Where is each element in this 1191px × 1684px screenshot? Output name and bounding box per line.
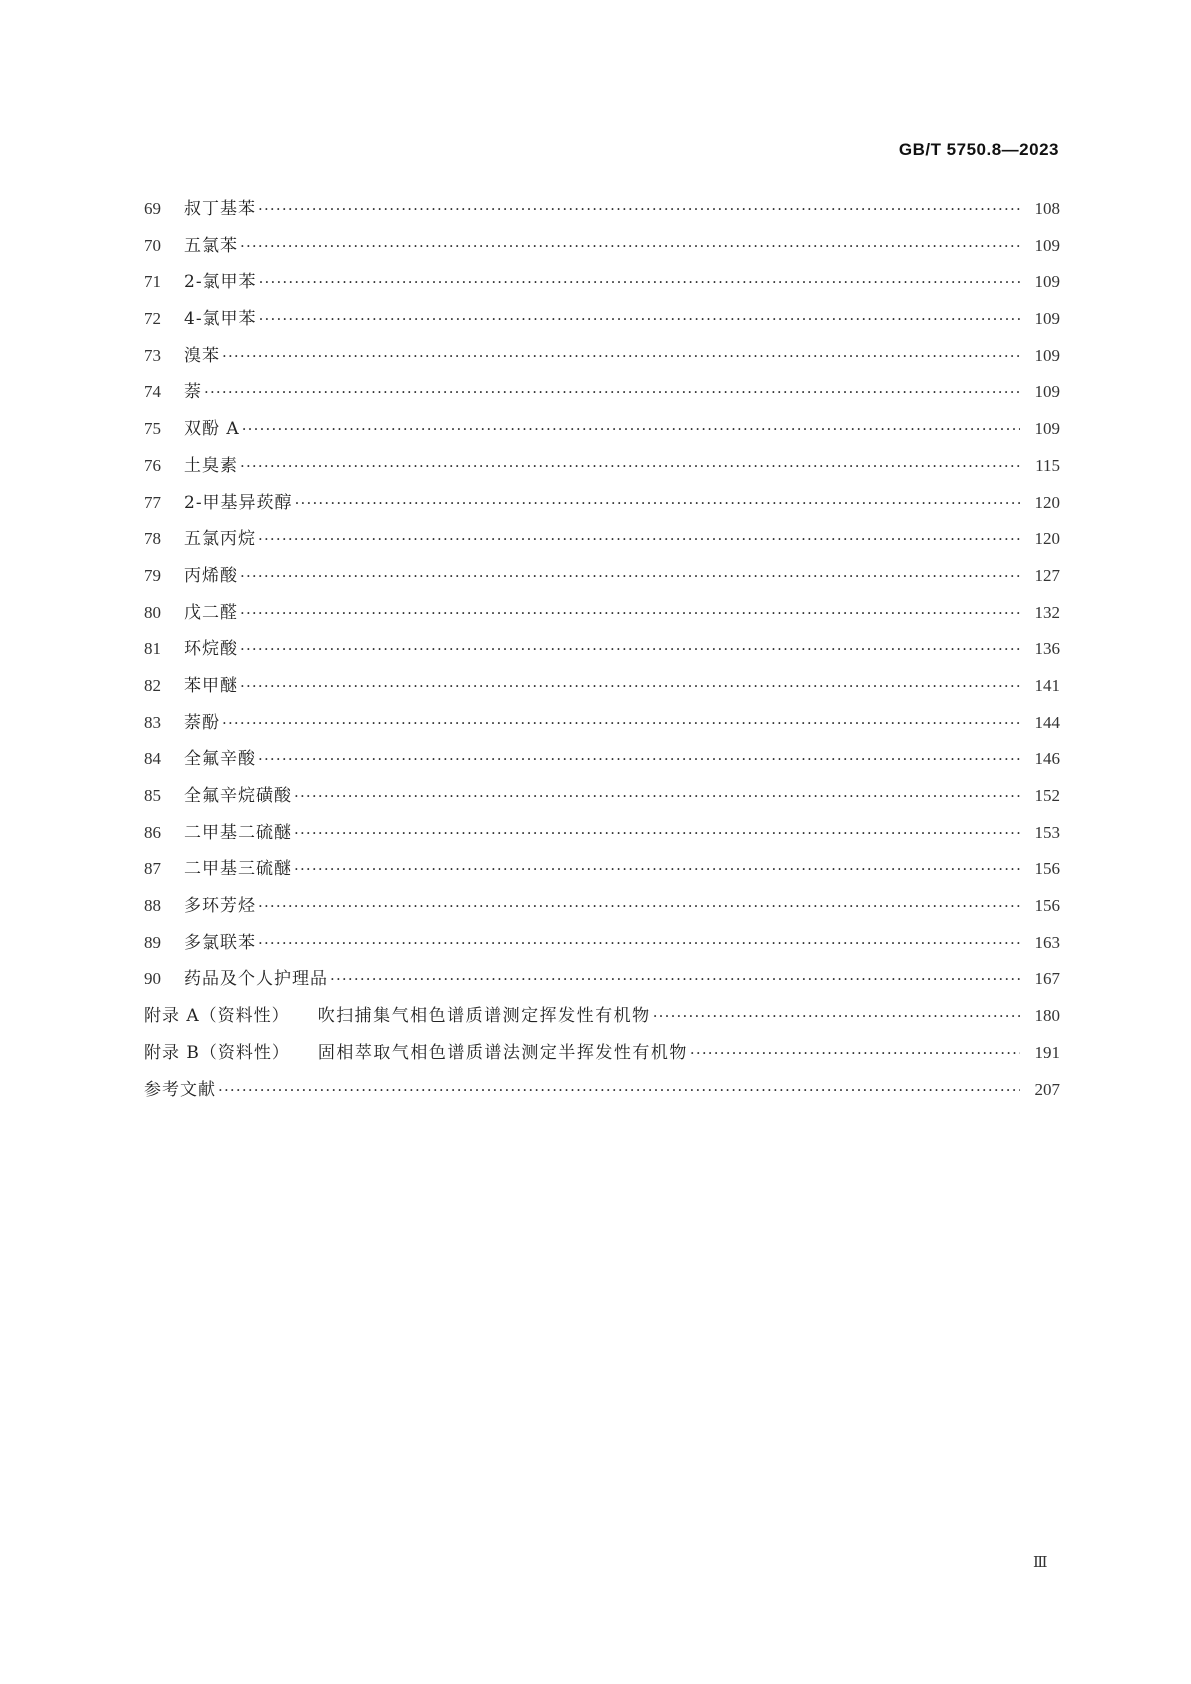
toc-leader-dots <box>240 595 1020 632</box>
toc-page: 207 <box>1034 1079 1060 1099</box>
toc-number: 84 <box>144 749 161 769</box>
toc-leader-dots <box>240 668 1020 705</box>
toc-leader-dots <box>258 888 1020 925</box>
toc-number: 87 <box>144 859 161 879</box>
toc-entry-90[interactable] <box>144 961 1060 998</box>
toc-entry-87[interactable] <box>144 851 1060 888</box>
toc-entry-74[interactable] <box>144 374 1060 411</box>
toc-number: 72 <box>144 309 161 329</box>
toc-page: 167 <box>1034 969 1060 989</box>
toc-number: 90 <box>144 969 161 989</box>
toc-entry-references[interactable] <box>144 1072 1060 1109</box>
toc-title: 4-氯甲苯 <box>184 309 257 330</box>
toc-leader-dots <box>258 521 1020 558</box>
toc-title: 多氯联苯 <box>184 932 256 953</box>
toc-leader-dots <box>330 961 1020 998</box>
toc-title: 全氟辛酸 <box>184 749 256 770</box>
toc-title: 萘 <box>184 382 202 403</box>
toc-leader-dots <box>222 338 1020 375</box>
toc-leader-dots <box>690 1035 1020 1072</box>
toc-entry-81[interactable] <box>144 631 1060 668</box>
toc-entry-appendix-b[interactable] <box>144 1035 1060 1072</box>
toc-title: 五氯苯 <box>184 235 238 256</box>
toc-entry-84[interactable] <box>144 741 1060 778</box>
toc-entry-76[interactable] <box>144 448 1060 485</box>
toc-number: 85 <box>144 786 161 805</box>
appendix-title: 固相萃取气相色谱质谱法测定半挥发性有机物 <box>317 1042 688 1063</box>
toc-entry-78[interactable] <box>144 521 1060 558</box>
toc-number: 70 <box>144 235 161 255</box>
toc-title: 土臭素 <box>184 455 238 476</box>
toc-number: 69 <box>144 199 161 218</box>
toc-page: 180 <box>1034 1006 1060 1026</box>
toc-number: 76 <box>144 455 161 475</box>
toc-page: 146 <box>1034 749 1060 769</box>
toc-entry-82[interactable] <box>144 668 1060 705</box>
toc-page: 109 <box>1034 382 1060 402</box>
toc-leader-dots <box>258 191 1020 228</box>
toc-title: 药品及个人护理品 <box>184 969 328 990</box>
toc-page: 144 <box>1034 712 1060 732</box>
toc-title: 萘酚 <box>184 712 220 733</box>
toc-number: 75 <box>144 419 161 439</box>
toc-page: 141 <box>1034 675 1060 695</box>
toc-entry-77[interactable] <box>144 485 1060 522</box>
toc-title: 溴苯 <box>184 345 220 366</box>
toc-page: 191 <box>1034 1042 1060 1062</box>
toc-leader-dots <box>294 815 1020 852</box>
toc-title: 多环芳烃 <box>184 896 256 917</box>
toc-leader-dots <box>242 411 1020 448</box>
toc-entry-80[interactable] <box>144 595 1060 632</box>
toc-entry-69[interactable] <box>144 191 1060 228</box>
toc-number: 83 <box>144 712 161 732</box>
toc-page: 153 <box>1034 822 1060 842</box>
toc-leader-dots <box>259 264 1020 301</box>
toc-leader-dots <box>240 558 1020 595</box>
toc-leader-dots <box>218 1072 1020 1109</box>
toc-page: 163 <box>1034 932 1060 952</box>
toc-leader-dots <box>294 851 1020 888</box>
toc-entry-appendix-a[interactable] <box>144 998 1060 1035</box>
toc-leader-dots <box>653 998 1020 1035</box>
toc-entry-70[interactable] <box>144 228 1060 265</box>
toc-number: 74 <box>144 382 161 402</box>
toc-number: 86 <box>144 822 161 842</box>
toc-page: 156 <box>1034 859 1060 879</box>
appendix-title: 吹扫捕集气相色谱质谱测定挥发性有机物 <box>317 1006 651 1027</box>
toc-entry-89[interactable] <box>144 925 1060 962</box>
references-title: 参考文献 <box>144 1079 216 1100</box>
page-number: Ⅲ <box>1033 1555 1048 1571</box>
toc-entry-88[interactable] <box>144 888 1060 925</box>
table-of-contents <box>144 191 1060 1108</box>
toc-number: 73 <box>144 345 161 365</box>
toc-leader-dots <box>222 705 1020 742</box>
toc-leader-dots <box>295 485 1020 522</box>
toc-number: 80 <box>144 602 161 622</box>
toc-page: 109 <box>1034 235 1060 255</box>
toc-page: 152 <box>1034 786 1060 805</box>
toc-page: 156 <box>1034 896 1060 916</box>
toc-title: 二甲基三硫醚 <box>184 859 292 880</box>
toc-entry-85[interactable] <box>144 778 1060 815</box>
toc-title: 2-氯甲苯 <box>184 272 257 293</box>
document-code: GB/T 5750.8—2023 <box>898 140 1059 159</box>
toc-title: 苯甲醚 <box>184 675 238 696</box>
toc-entry-71[interactable] <box>144 264 1060 301</box>
toc-page: 132 <box>1034 602 1060 622</box>
toc-entry-83[interactable] <box>144 705 1060 742</box>
toc-leader-dots <box>258 741 1020 778</box>
toc-leader-dots <box>294 778 1020 815</box>
toc-leader-dots <box>204 374 1020 411</box>
toc-page: 136 <box>1034 639 1060 659</box>
toc-number: 89 <box>144 932 161 952</box>
toc-title: 环烷酸 <box>184 639 238 660</box>
toc-number: 71 <box>144 272 161 292</box>
toc-number: 77 <box>144 492 161 512</box>
toc-leader-dots <box>240 631 1020 668</box>
toc-leader-dots <box>240 228 1020 265</box>
toc-page: 109 <box>1034 345 1060 365</box>
toc-page: 120 <box>1034 492 1060 512</box>
toc-entry-72[interactable] <box>144 301 1060 338</box>
toc-entry-73[interactable] <box>144 338 1060 375</box>
toc-title: 戊二醛 <box>184 602 238 623</box>
toc-title: 叔丁基苯 <box>184 199 256 219</box>
toc-leader-dots <box>240 448 1020 485</box>
toc-page: 120 <box>1034 529 1060 549</box>
toc-title: 双酚 A <box>184 419 240 440</box>
toc-page: 109 <box>1034 309 1060 329</box>
toc-title: 五氯丙烷 <box>184 529 256 550</box>
toc-entry-75[interactable] <box>144 411 1060 448</box>
appendix-label: 附录 B（资料性） <box>144 1042 290 1063</box>
toc-number: 79 <box>144 565 161 585</box>
toc-leader-dots <box>258 925 1020 962</box>
toc-entry-86[interactable] <box>144 815 1060 852</box>
toc-title: 丙烯酸 <box>184 565 238 586</box>
toc-page: 115 <box>1035 455 1060 475</box>
toc-number: 78 <box>144 529 161 549</box>
toc-leader-dots <box>259 301 1020 338</box>
toc-page: 108 <box>1034 199 1060 218</box>
toc-number: 82 <box>144 675 161 695</box>
toc-page: 109 <box>1034 272 1060 292</box>
toc-page: 109 <box>1034 419 1060 439</box>
toc-number: 88 <box>144 896 161 916</box>
toc-entry-79[interactable] <box>144 558 1060 595</box>
toc-title: 2-甲基异莰醇 <box>184 492 293 513</box>
toc-page: 127 <box>1034 565 1060 585</box>
appendix-label: 附录 A（资料性） <box>144 1006 290 1027</box>
toc-title: 二甲基二硫醚 <box>184 822 292 843</box>
toc-title: 全氟辛烷磺酸 <box>184 786 292 806</box>
toc-number: 81 <box>144 639 161 659</box>
